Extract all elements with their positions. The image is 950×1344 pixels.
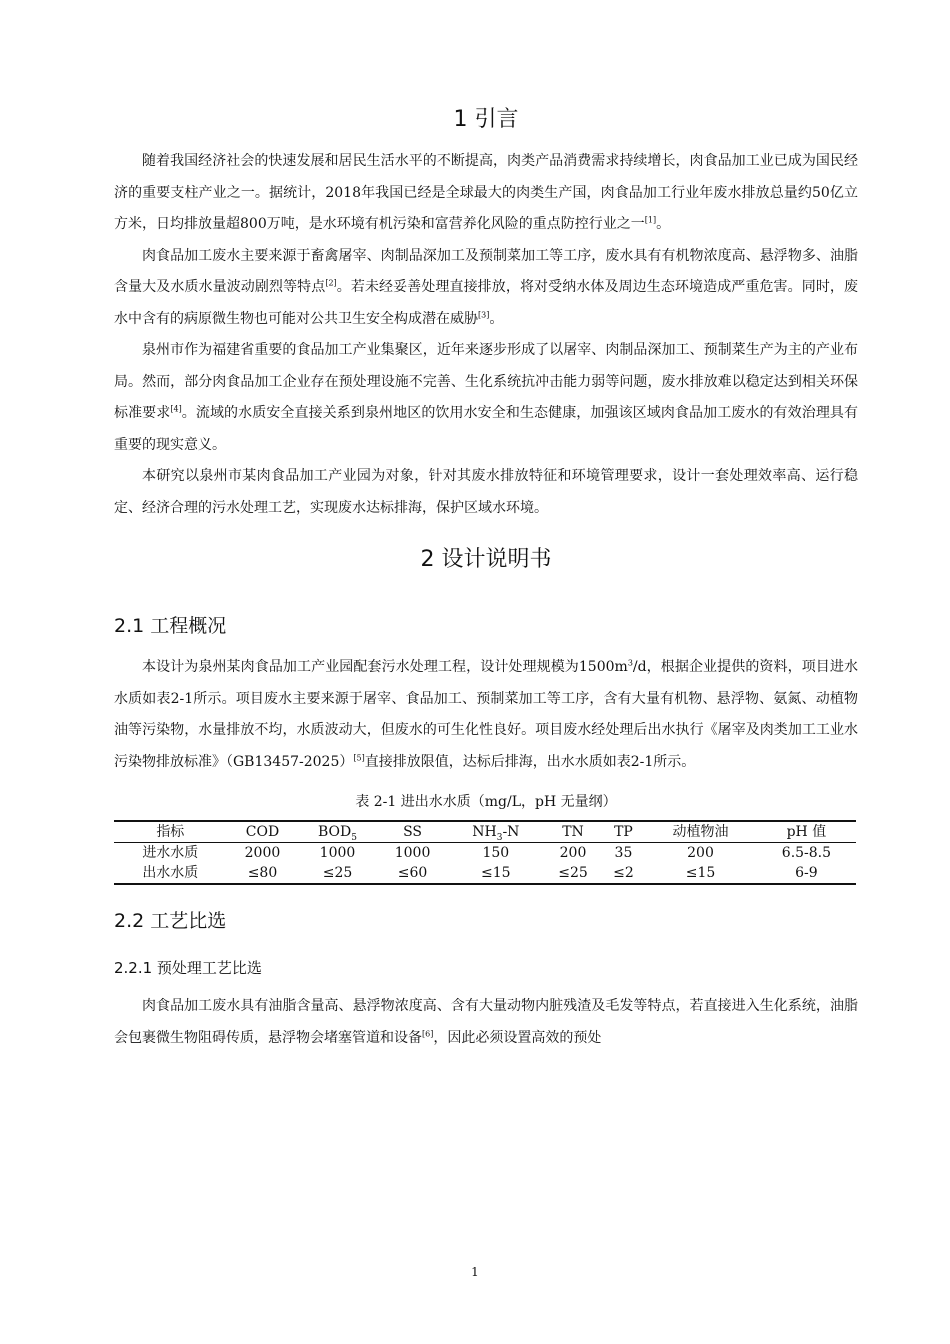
section-1-heading: 1 引言 [453, 107, 519, 132]
paragraph-text: 。 [656, 216, 671, 232]
table-cell: 200 [687, 845, 714, 861]
table-cell: ≤15 [644, 863, 757, 884]
column-header [448, 821, 543, 843]
superscript-3: 3 [627, 658, 633, 668]
column-header-text: BOD [318, 824, 352, 840]
paragraph-project-overview [114, 652, 858, 778]
column-header: TN [543, 821, 602, 843]
table-cell: 150 [482, 845, 510, 861]
paragraph-intro-3 [114, 335, 858, 461]
paragraph-intro-1 [114, 146, 858, 241]
paragraph-text: 泉州市作为福建省重要的食品加工产业集聚区，近年来逐步形成了以屠宰、肉制品深加工、预制菜生产为主的产业布局。然而，部分肉食品加工企业存在预处理设施不完善、生化系统抗冲击能力弱等问题，废水排放难以稳定达到相关环保标准要求 [114, 342, 858, 421]
table-cell: 1000 [394, 845, 431, 861]
column-header: 指标 [114, 821, 227, 843]
column-header: pH 值 [757, 821, 856, 843]
column-header-text: NH [472, 824, 497, 840]
table-cell: ≤60 [377, 863, 449, 884]
citation-2[interactable]: [2] [325, 278, 337, 288]
table-cell: 2000 [244, 845, 281, 861]
section-2-2-heading: 2.2 工艺比选 [114, 910, 227, 932]
paragraph-pretreatment [114, 991, 858, 1054]
citation-1[interactable]: [1] [644, 215, 657, 225]
section-2-2-1-heading: 2.2.1 预处理工艺比选 [114, 959, 262, 977]
table-cell: ≤2 [603, 863, 645, 884]
citation-3[interactable]: [3] [478, 309, 490, 319]
citation-4[interactable]: [4] [170, 404, 182, 414]
page-number: 1 [471, 1265, 479, 1279]
column-header: TP [603, 821, 645, 843]
paragraph-text: 随着我国经济社会的快速发展和居民生活水平的不断提高，肉类产品消费需求持续增长，肉食品加工业已成为国民经济的重要支柱产业之一。据统计，2018年我国已经是全球最大的肉类生产国，肉食品加工行业年废水排放总量约50亿立方米，日均排放量超800万吨，是水环境有机污染和富营养化风险的重点防控行业之一 [114, 153, 858, 232]
paragraph-text: 肉食品加工废水主要来源于畜禽屠宰、肉制品深加工及预制菜加工等工序，废水具有有机物浓度高、悬浮物多、油脂含量大及水质水量波动剧烈等特点 [114, 247, 858, 295]
paragraph-text: ，因此必须设置高效的预处 [433, 1029, 602, 1046]
paragraph-text: 。若未经妥善处理直接排放，将对受纳水体及周边生态环境造成严重危害。同时，废水中含有的病原微生物也可能对公共卫生安全构成潜在威胁 [114, 279, 858, 327]
column-header: 动植物油 [644, 821, 757, 843]
column-header-text: -N [502, 824, 520, 840]
table-row [114, 843, 856, 864]
column-header: SS [377, 821, 449, 843]
paragraph-text: 。 [489, 310, 504, 327]
column-header: COD [227, 821, 299, 843]
paragraph-text: 本设计为泉州某肉食品加工产业园配套污水处理工程，设计处理规模为1500m [142, 659, 628, 675]
page-content [114, 98, 858, 1054]
subscript: 5 [351, 832, 357, 843]
table-cell: 进水水质 [142, 845, 199, 861]
table-cell: ≤25 [543, 863, 602, 884]
table-caption: 表 2-1 进出水水质（mg/L，pH 无量纲） [355, 794, 617, 810]
table-cell: 出水水质 [114, 863, 227, 884]
table-row [114, 863, 856, 884]
table-cell: ≤15 [448, 863, 543, 884]
table-cell: ≤25 [298, 863, 376, 884]
paragraph-text: 直接排放限值，达标后排海，出水水质如表2-1所示。 [364, 753, 696, 770]
table-cell: 6-9 [757, 863, 856, 884]
section-2-heading: 2 设计说明书 [420, 547, 552, 572]
table-header-row [114, 821, 856, 843]
citation-6[interactable]: [6] [422, 1028, 434, 1038]
table-cell: 200 [559, 845, 587, 861]
table-cell: 6.5-8.5 [781, 845, 832, 861]
table-cell: ≤80 [227, 863, 299, 884]
paragraph-text: 。流域的水质安全直接关系到泉州地区的饮用水安全和生态健康，加强该区域肉食品加工废水的有效治理具有重要的现实意义。 [114, 405, 858, 453]
table-cell: 1000 [319, 845, 356, 861]
paragraph-text: 肉食品加工废水具有油脂含量高、悬浮物浓度高、含有大量动物内脏残渣及毛发等特点，若直接进入生化系统，油脂会包裹微生物阻碍传质，悬浮物会堵塞管道和设备 [114, 998, 858, 1046]
subscript: 3 [496, 832, 503, 843]
citation-5[interactable]: [5] [353, 752, 365, 762]
table-cell: 35 [614, 845, 633, 861]
column-header [298, 821, 376, 843]
paragraph-intro-4: 本研究以泉州市某肉食品加工产业园为对象，针对其废水排放特征和环境管理要求，设计一套处理效率高、运行稳定、经济合理的污水处理工艺，实现废水达标排海，保护区域水环境。 [114, 468, 858, 516]
paragraph-intro-2 [114, 241, 858, 336]
section-2-1-heading: 2.1 工程概况 [114, 615, 227, 637]
paragraph-text: /d，根据企业提供的资料，项目进水水质如表2-1所示。项目废水主要来源于屠宰、食品加工、预制菜加工等工序，含有大量有机物、悬浮物、氨氮、动植物油等污染物，水量排放不均，水质波动大，但废水的可生化性良好。项目废水经处理后出水执行《屠宰及肉类加工工业水污染物排放标准》（GB13457-2025） [114, 659, 858, 770]
water-quality-table [114, 820, 856, 885]
